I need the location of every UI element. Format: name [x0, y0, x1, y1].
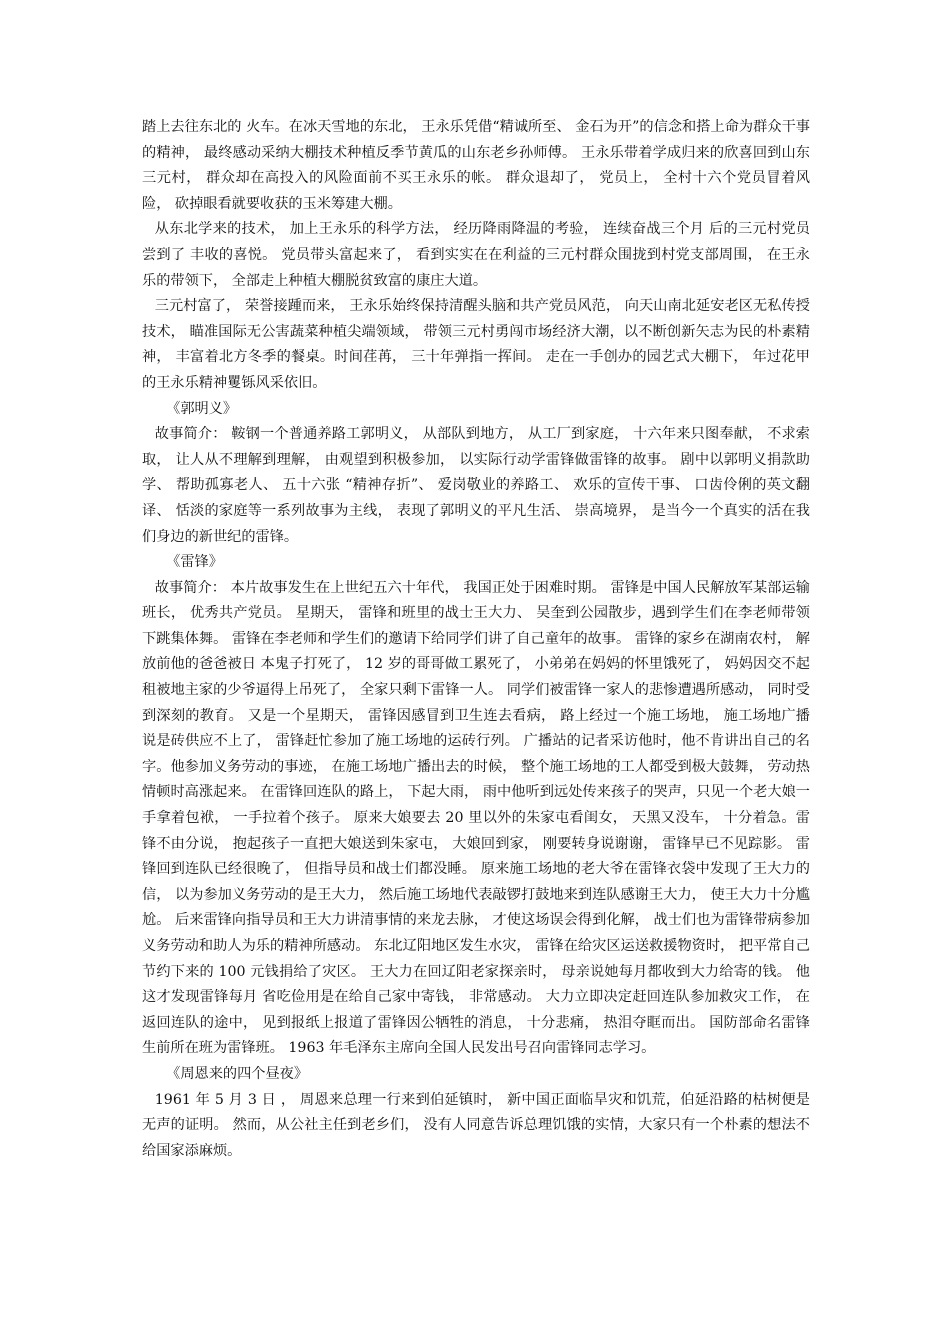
paragraph-wang-yongle-honors: 三元村富了， 荣誉接踵而来， 王永乐始终保持清醒头脑和共产党员风范， 向天山南北延安老区无私传授技术， 瞄准国际无公害蔬菜种植尖端领域， 带领三元村勇闯市场经济大潮，以不断创新矢志为民的朴素精神， 丰富着北方冬季的餐桌。时间荏苒， 三十年弹指一挥间。 走在一手创办的园艺式大棚下， 年过花甲的王永乐精神矍铄风采依旧。	[142, 298, 810, 391]
section-title-zhou-enlai: 《周恩来的四个昼夜》	[166, 1065, 309, 1082]
document-page	[142, 115, 810, 1164]
paragraph-zhou-enlai-summary: 1961 年 5 月 3 日 ， 周恩来总理一行来到伯延镇时， 新中国正面临旱灾和饥荒，伯延沿路的枯树便是无声的证明。 然而，从公社主任到老乡们， 没有人同意告诉总理饥饿的实情，大家只有一个朴素的想法不给国家添麻烦。	[142, 1091, 810, 1159]
paragraph-wang-yongle-northeast: 踏上去往东北的 火车。在冰天雪地的东北， 王永乐凭借“精诚所至、 金石为开”的信念和搭上命为群众干事的精神， 最终感动采纳大棚技术种植反季节黄瓜的山东老乡孙师傅。 王永乐带着学成归来的欣喜回到山东三元村， 群众却在高投入的风险面前不买王永乐的帐。 群众退却了， 党员上， 全村十六个党员冒着风险， 砍掉眼看就要收获的玉米筹建大棚。	[142, 119, 810, 212]
section-title-guo-mingyi: 《郭明义》	[166, 400, 238, 417]
paragraph-wang-yongle-harvest: 从东北学来的技术， 加上王永乐的科学方法， 经历降雨降温的考验， 连续奋战三个月 后的三元村党员尝到了 丰收的喜悦。 党员带头富起来了， 看到实实在在利益的三元村群众围拢到村党支部周围， 在王永乐的带领下， 全部走上种植大棚脱贫致富的康庄大道。	[142, 221, 810, 289]
paragraph-lei-feng-summary: 故事简介： 本片故事发生在上世纪五六十年代， 我国正处于困难时期。 雷锋是中国人民解放军某部运输班长， 优秀共产党员。 星期天， 雷锋和班里的战士王大力、 吴奎到公园散步，遇到学生们在李老师带领下跳集体舞。 雷锋在李老师和学生们的邀请下给同学们讲了自己童年的故事。 雷锋的家乡在湖南农村， 解放前他的爸爸被日 本鬼子打死了， 12 岁的哥哥做工累死了， 小弟弟在妈妈的怀里饿死了， 妈妈因交不起租被地主家的少爷逼得上吊死了， 全家只剩下雷锋一人。 同学们被雷锋一家人的悲惨遭遇所感动， 同时受到深刻的教育。 又是一个星期天， 雷锋因感冒到卫生连去看病， 路上经过一个施工场地， 施工场地广播说是砖供应不上了， 雷锋赶忙参加了施工场地的运砖行列。 广播站的记者采访他时，他不肯讲出自己的名字。他参加义务劳动的事迹， 在施工场地广播出去的时候， 整个施工场地的工人都受到极大鼓舞， 劳动热情顿时高涨起来。 在雷锋回连队的路上， 下起大雨， 雨中他听到远处传来孩子的哭声，只见一个老大娘一手拿着包袱， 一手拉着个孩子。 原来大娘要去 20 里以外的朱家屯看闺女， 天黑又没车， 十分着急。雷锋不由分说， 抱起孩子一直把大娘送到朱家屯， 大娘回到家， 刚要转身说谢谢， 雷锋早已不见踪影。 雷锋回到连队已经很晚了， 但指导员和战士们都没睡。 原来施工场地的老大爷在雷锋衣袋中发现了王大力的信， 以为参加义务劳动的是王大力， 然后施工场地代表敲锣打鼓地来到连队感谢王大力， 使王大力十分尴尬。 后来雷锋向指导员和王大力讲清事情的来龙去脉， 才使这场误会得到化解， 战士们也为雷锋带病参加义务劳动和助人为乐的精神所感动。 东北辽阳地区发生水灾， 雷锋在给灾区运送救援物资时， 把平常自己节约下来的 100 元钱捐给了灾区。 王大力在回辽阳老家探亲时， 母亲说她每月都收到大力给寄的钱。 他这才发现雷锋每月 省吃俭用是在给自己家中寄钱， 非常感动。 大力立即决定赶回连队参加救灾工作， 在返回连队的途中， 见到报纸上报道了雷锋因公牺牲的消息， 十分悲痛， 热泪夺眶而出。 国防部命名雷锋生前所在班为雷锋班。 1963 年毛泽东主席向全国人民发出号召向雷锋同志学习。	[142, 579, 810, 1057]
paragraph-guo-mingyi-summary: 故事简介： 鞍钢一个普通养路工郭明义， 从部队到地方， 从工厂到家庭， 十六年来只图奉献， 不求索取， 让人从不理解到理解， 由观望到积极参加， 以实际行动学雷锋做雷锋的故事。 剧中以郭明义捐款助学、 帮助孤寡老人、 五十六张 “精神存折”、 爱岗敬业的养路工、 欢乐的宣传干事、 口齿伶俐的英文翻译、 恬淡的家庭等一系列故事为主线， 表现了郭明义的平凡生活、 崇高境界， 是当今一个真实的活在我们身边的新世纪的雷锋。	[142, 426, 810, 545]
section-title-lei-feng: 《雷锋》	[166, 554, 223, 571]
